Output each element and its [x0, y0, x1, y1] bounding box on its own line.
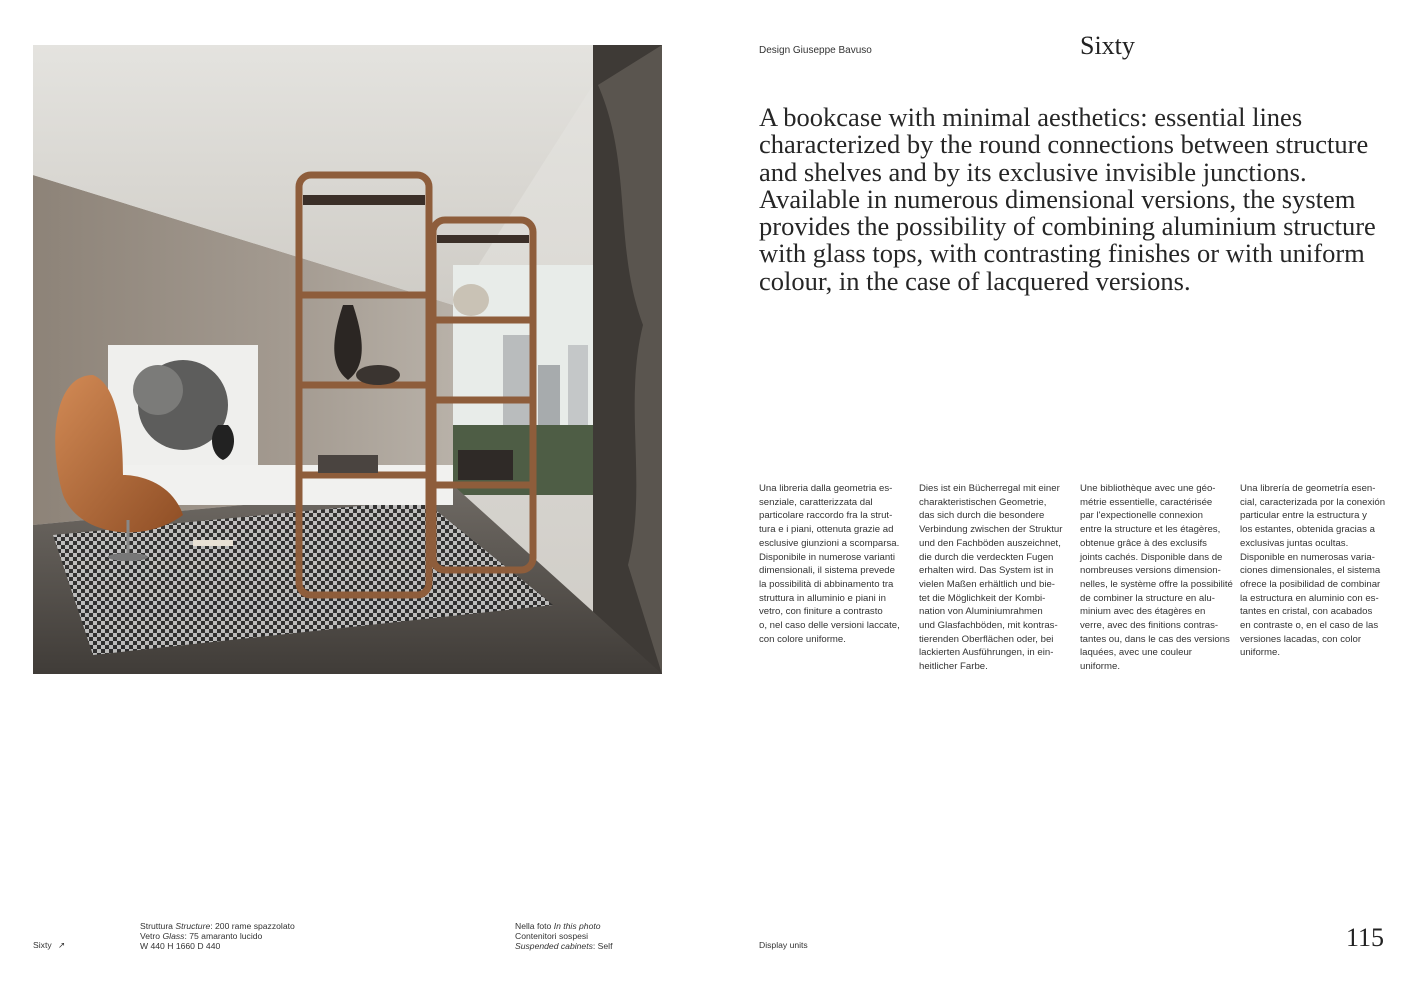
- text-line: nelles, le système offre la possibilité: [1080, 578, 1233, 590]
- spec-structure: Struttura Structure: 200 rame spazzolato: [140, 921, 295, 931]
- text-line: charakteristischen Geometrie,: [919, 496, 1047, 508]
- text-line: senziale, caratterizzata dal: [759, 496, 873, 508]
- text-line: Una libreria dalla geometria es-: [759, 483, 893, 494]
- text-line: laquées, avec une couleur: [1080, 647, 1193, 659]
- lead-line: provides the possibility of combining aluminium structure: [759, 211, 1376, 242]
- text-line: versiones lacadas, con color: [1240, 633, 1362, 645]
- text-line: par l'expectionelle connexion: [1080, 510, 1203, 522]
- text-line: Disponibile in numerose varianti: [759, 551, 895, 563]
- arrow-up-right-icon: ↗: [58, 940, 66, 950]
- text-line: métrie essentielle, caractérisée: [1080, 496, 1213, 508]
- lead-line: characterized by the round connections between structure: [759, 129, 1369, 160]
- text-line: Una librería de geometría esen-: [1240, 483, 1376, 494]
- text-line: vielen Maßen erhältlich und bie-: [919, 578, 1055, 590]
- text-line: los estantes, obtenida gracias a: [1240, 524, 1375, 536]
- text-line: o, nel caso delle versioni laccate,: [759, 620, 900, 632]
- text-line: ciones dimensionales, el sistema: [1240, 565, 1381, 577]
- text-line: das sich durch die besondere: [919, 510, 1045, 522]
- text-line: dimensionali, il sistema prevede: [759, 565, 895, 577]
- text-line: nation von Aluminiumrahmen: [919, 606, 1043, 618]
- text-line: tura e i piani, ottenuta grazie ad: [759, 524, 894, 536]
- text-line: la estructura en aluminio con es-: [1240, 592, 1379, 604]
- text-line: und Glasfachböden, mit kontras-: [919, 620, 1058, 632]
- photo-note-item-en: Suspended cabinets: Self: [515, 941, 613, 951]
- text-line: Verbindung zwischen der Struktur: [919, 524, 1063, 536]
- text-line: particolare raccordo fra la strut-: [759, 510, 893, 522]
- text-line: Disponible en numerosas varia-: [1240, 551, 1375, 563]
- spanish-column: [1240, 482, 1390, 660]
- text-line: obtenue grâce à des exclusifs: [1080, 537, 1207, 549]
- text-line: heitlicher Farbe.: [919, 661, 988, 673]
- text-line: tierenden Oberflächen oder, bei: [919, 633, 1054, 645]
- text-line: joints cachés. Disponible dans de: [1080, 551, 1223, 563]
- spec-dimensions: W 440 H 1660 D 440: [140, 941, 221, 951]
- text-line: ofrece la posibilidad de combinar: [1240, 578, 1381, 590]
- text-line: Une bibliothèque avec une géo-: [1080, 483, 1216, 494]
- text-line: con colore uniforme.: [759, 633, 846, 645]
- text-line: uniforme.: [1080, 661, 1120, 673]
- text-line: nombreuses versions dimension-: [1080, 565, 1221, 577]
- text-line: esclusive giunzioni a scomparsa.: [759, 537, 900, 549]
- lead-line: and shelves and by its exclusive invisible junctions.: [759, 156, 1307, 187]
- text-line: cial, caracterizada por la conexión: [1240, 496, 1386, 508]
- italian-column: [759, 482, 909, 646]
- text-line: verre, avec des finitions contras-: [1080, 620, 1219, 632]
- text-line: minium avec des étagères en: [1080, 606, 1206, 618]
- french-column: [1080, 482, 1233, 674]
- text-line: erhalten wird. Das System ist in: [919, 565, 1054, 577]
- page-number: 115: [1346, 923, 1385, 952]
- lead-line: Available in numerous dimensional versions, the system: [759, 183, 1356, 214]
- german-column: [919, 482, 1069, 674]
- text-line: tet die Möglichkeit der Kombi-: [919, 592, 1046, 604]
- text-line: exclusivas juntas ocultas.: [1240, 537, 1349, 549]
- text-line: particular entre la estructura y: [1240, 510, 1367, 522]
- text-line: uniforme.: [1240, 647, 1280, 659]
- text-line: tantes en cristal, con acabados: [1240, 606, 1373, 618]
- photo-note: [515, 921, 612, 951]
- text-line: en contraste o, en el caso de las: [1240, 620, 1379, 632]
- text-line: entre la structure et les étagères,: [1080, 524, 1221, 536]
- text-line: la possibilità di abbinamento tra: [759, 578, 894, 590]
- lead-line: with glass tops, with contrasting finishes or with uniform: [759, 238, 1365, 269]
- text-line: tantes ou, dans le cas des versions: [1080, 633, 1230, 645]
- running-title-text: Sixty: [33, 940, 52, 950]
- section-label: Display units: [759, 940, 808, 950]
- photo-note-item: Contenitori sospesi: [515, 931, 589, 941]
- lead-line: colour, in the case of lacquered versions.: [759, 265, 1191, 296]
- product-photo: [33, 45, 662, 674]
- designer-credit: Design Giuseppe Bavuso: [759, 45, 872, 56]
- lead-paragraph: [759, 104, 1399, 295]
- bookcase-scene-image: [33, 45, 662, 674]
- photo-note-heading: Nella foto In this photo: [515, 921, 601, 931]
- running-title: [33, 940, 65, 950]
- spec-glass: Vetro Glass: 75 amaranto lucido: [140, 931, 263, 941]
- text-line: lackierten Ausführungen, in ein-: [919, 647, 1054, 659]
- text-line: Dies ist ein Bücherregal mit einer: [919, 483, 1060, 494]
- text-line: und den Fachböden auszeichnet,: [919, 537, 1061, 549]
- lead-line: A bookcase with minimal aesthetics: essential lines: [759, 102, 1303, 132]
- product-specs: [140, 921, 295, 951]
- page-title: Sixty: [1080, 31, 1135, 60]
- text-line: vetro, con finiture a contrasto: [759, 606, 883, 618]
- text-line: struttura in alluminio e piani in: [759, 592, 886, 604]
- text-line: de combiner la structure en alu-: [1080, 592, 1215, 604]
- text-line: die durch die verdeckten Fugen: [919, 551, 1054, 563]
